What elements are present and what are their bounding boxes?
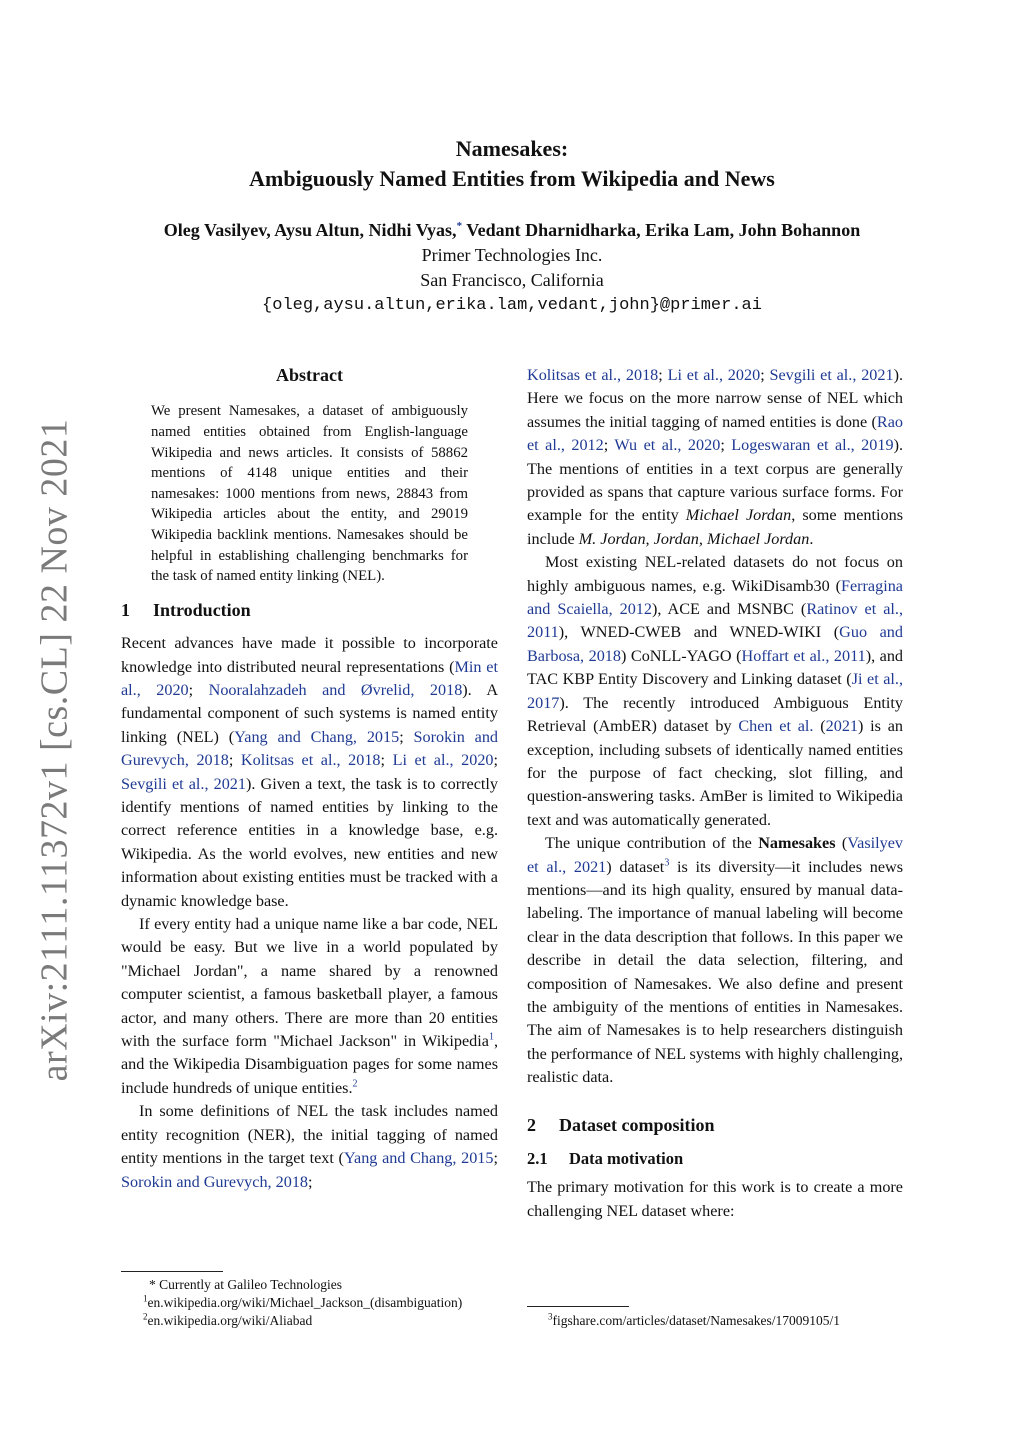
left-column <box>121 364 498 1194</box>
text: ; <box>308 1172 313 1191</box>
text: . <box>809 529 814 548</box>
citation-link[interactable]: 2021 <box>825 717 858 736</box>
citation-link[interactable]: Sorokin and Gurevych, 2018 <box>121 727 499 770</box>
affiliation: Primer Technologies Inc. <box>421 245 603 265</box>
footnote-ref[interactable]: 3 <box>664 857 670 869</box>
citation-link[interactable]: Wu et al., 2020 <box>614 436 721 455</box>
footnote-ref[interactable]: 1 <box>488 1031 494 1043</box>
paper-title <box>120 134 904 194</box>
text: ). The recently introduced Ambiguous Entity Retrieval (AmbER) dataset by <box>527 693 903 736</box>
footnote-1 <box>121 1294 511 1312</box>
text: Most existing NEL-related datasets do not focus on highly ambiguous names, e.g. WikiDisamb30 ( <box>527 553 903 595</box>
abstract-body: We present Namesakes, a dataset of ambiguously named entities obtained from English-language Wikipedia and news articles. It consists of 58862 mentions of 4148 unique entities and their namesakes: 1000 mentions from news, 28843 from Wikipedia articles about the entity, and 29019 Wikipedia backlink mentions. Namesakes should be helpful in establishing challenging benchmarks for the task of named entity linking (NEL). <box>151 403 468 585</box>
text: ; <box>760 366 770 384</box>
text: ; <box>603 436 615 455</box>
citation-link[interactable]: Ji et al., 2017 <box>527 670 903 712</box>
text: ; <box>399 727 414 746</box>
arxiv-stamp-text: arXiv:2111.11372v1 [cs.CL] 22 Nov 2021 <box>33 418 75 1082</box>
citation-link[interactable]: Kolitsas et al., 2018 <box>527 366 659 384</box>
text: Recent advances have made it possible to incorporate knowledge into distributed neural representations ( <box>121 634 498 676</box>
text: ; <box>720 436 732 455</box>
text: ). Here we focus on the more narrow sense of NEL which assumes the initial tagging of named entities is done ( <box>527 366 904 431</box>
section-heading-introduction <box>121 599 498 622</box>
text: ; <box>658 366 668 384</box>
author-footnote-mark[interactable]: * <box>456 220 463 232</box>
text: ; <box>493 1149 498 1168</box>
text: ; <box>380 751 393 770</box>
footnotes-right <box>548 1312 908 1330</box>
right-column <box>527 364 903 1223</box>
footnote-rule <box>121 1271 223 1272</box>
text: ) CoNLL-YAGO ( <box>621 646 742 665</box>
citation-link[interactable]: Logeswaran et al., 2019 <box>731 436 894 455</box>
text: The unique contribution of the <box>545 834 759 853</box>
right-paragraph-1 <box>527 364 903 551</box>
section-title: Dataset composition <box>559 1114 715 1135</box>
footnote-mark: 1 <box>143 1293 148 1304</box>
italic-text: Michael Jordan <box>685 506 792 525</box>
author-names-b: Vedant Dharnidharka, Erika Lam, John Bohannon <box>462 220 861 240</box>
author-block <box>100 218 924 318</box>
text: ) is an exception, including subsets of identically named entities for the purpose of fact checking, slot filling, and question-answering tasks. AmBer is limited to Wikipedia text and was automatically generated. <box>527 717 903 829</box>
intro-paragraph-3 <box>121 1100 498 1194</box>
citation-link[interactable]: Vasilyev et al., 2021 <box>527 834 903 876</box>
citation-link[interactable]: Li et al., 2020 <box>392 751 494 770</box>
text: ( <box>835 834 848 853</box>
text: If every entity had a unique name like a bar code, NEL would be easy. But we live in a world populated by "Michael Jordan", a name shared by a renowned computer scientist, a famous basketball player, a famous actor, and many others. There are more than 20 entities with the surface form "Michael Jackson" in Wikipedia <box>121 915 498 1051</box>
footnotes-left <box>121 1276 511 1330</box>
footnote-ref[interactable]: 2 <box>352 1078 358 1090</box>
footnote-text: en.wikipedia.org/wiki/Michael_Jackson_(disambiguation) <box>147 1295 463 1310</box>
author-names-a: Oleg Vasilyev, Aysu Altun, Nidhi Vyas, <box>163 220 457 240</box>
text: In some definitions of NEL the task includes named entity recognition (NER), the initial tagging of named entity mentions in the target text ( <box>121 1102 498 1168</box>
intro-paragraph-2 <box>121 913 498 1100</box>
citation-link[interactable]: Ferragina and Scaiella, 2012 <box>527 576 903 619</box>
text: ), ACE and MSNBC ( <box>652 600 807 619</box>
text: ; <box>493 751 499 770</box>
text: ). The mentions of entities in a text corpus are generally provided as spans that capture various surface forms. For example for the entity <box>527 436 903 525</box>
section-heading-dataset-composition <box>527 1114 903 1137</box>
right-paragraph-4: The primary motivation for this work is to create a more challenging NEL dataset where: <box>527 1178 903 1220</box>
text: ), and TAC KBP Entity Discovery and Linking dataset ( <box>527 646 904 689</box>
footnote-mark: 3 <box>548 1311 553 1322</box>
citation-link[interactable]: Sorokin and Gurevych, 2018 <box>121 1172 309 1191</box>
citation-link[interactable]: Yang and Chang, 2015 <box>343 1149 494 1168</box>
citation-link[interactable]: Hoffart et al., 2011 <box>741 646 866 665</box>
author-emails: {oleg,aysu.altun,erika.lam,vedant,john}@primer.ai <box>262 296 762 315</box>
citation-link[interactable]: Ratinov et al., 2011 <box>527 600 903 642</box>
text: ( <box>813 717 826 736</box>
subsection-heading-data-motivation <box>527 1147 903 1170</box>
citation-link[interactable]: Kolitsas et al., 2018 <box>240 751 381 770</box>
footnote-text: figshare.com/articles/dataset/Namesakes/17009105/1 <box>552 1313 841 1328</box>
text: ) dataset <box>606 857 665 876</box>
location: San Francisco, California <box>420 270 604 290</box>
intro-paragraph-1 <box>121 632 498 913</box>
author-names <box>100 218 924 243</box>
title-line-1: Namesakes: <box>455 136 569 161</box>
citation-link[interactable]: Yang and Chang, 2015 <box>234 727 400 746</box>
text: is its diversity—it includes news mentions—and its high quality, ensured by manual data-labeling. The importance of manual labeling will become clear in the data description that follows. In this paper we describe in detail the data selection, filtering, and composition of Namesakes. We also define and present the ambiguity of the mentions of entities in Namesakes. The aim of Namesakes is to help researchers distinguish the performance of NEL systems with highly challenging, realistic data. <box>527 857 903 1087</box>
citation-link[interactable]: Rao et al., 2012 <box>527 412 903 455</box>
footnote-2 <box>121 1312 511 1330</box>
text: ). A fundamental component of such systems is named entity linking (NEL) ( <box>121 680 499 746</box>
footnote-0: * Currently at Galileo Technologies <box>149 1277 343 1292</box>
bold-text: Namesakes <box>758 834 836 853</box>
arxiv-stamp <box>28 418 80 1082</box>
citation-link[interactable]: Nooralahzadeh and Øvrelid, 2018 <box>208 680 463 699</box>
text: , some mentions include <box>527 506 903 548</box>
section-number: 2 <box>527 1114 536 1135</box>
footnote-text: en.wikipedia.org/wiki/Aliabad <box>147 1313 313 1328</box>
italic-text: M. Jordan, Jordan, Michael Jordan <box>578 529 810 548</box>
citation-link[interactable]: Sevgili et al., 2021 <box>121 774 246 793</box>
text: ; <box>188 680 209 699</box>
citation-link[interactable]: Sevgili et al., 2021 <box>769 366 894 384</box>
citation-link[interactable]: Min et al., 2020 <box>121 657 498 699</box>
text: , and the Wikipedia Disambiguation pages for some names include hundreds of unique entities. <box>121 1032 498 1097</box>
citation-link[interactable]: Li et al., 2020 <box>667 366 761 384</box>
footnote-3 <box>548 1312 908 1330</box>
citation-link[interactable]: Chen et al. <box>738 717 814 736</box>
footnote-mark: 2 <box>143 1311 148 1322</box>
text: ; <box>228 751 241 770</box>
abstract-heading: Abstract <box>276 365 343 385</box>
subsection-number: 2.1 <box>527 1149 548 1168</box>
right-paragraph-3 <box>527 832 903 1089</box>
text: ). Given a text, the task is to correctly identify mentions of named entities by linking to the correct reference entities in a knowledge base, e.g. Wikipedia. As the world evolves, new entities and new information about existing entities must be tracked with a dynamic knowledge base. <box>121 774 498 910</box>
subsection-title: Data motivation <box>569 1149 684 1168</box>
footnote-rule <box>527 1306 629 1307</box>
section-number: 1 <box>121 599 130 620</box>
section-title: Introduction <box>153 599 251 620</box>
text: ), WNED-CWEB and WNED-WIKI ( <box>558 623 840 642</box>
title-line-2: Ambiguously Named Entities from Wikipedia and News <box>249 166 775 191</box>
right-paragraph-2 <box>527 551 903 832</box>
citation-link[interactable]: Guo and Barbosa, 2018 <box>527 623 903 665</box>
